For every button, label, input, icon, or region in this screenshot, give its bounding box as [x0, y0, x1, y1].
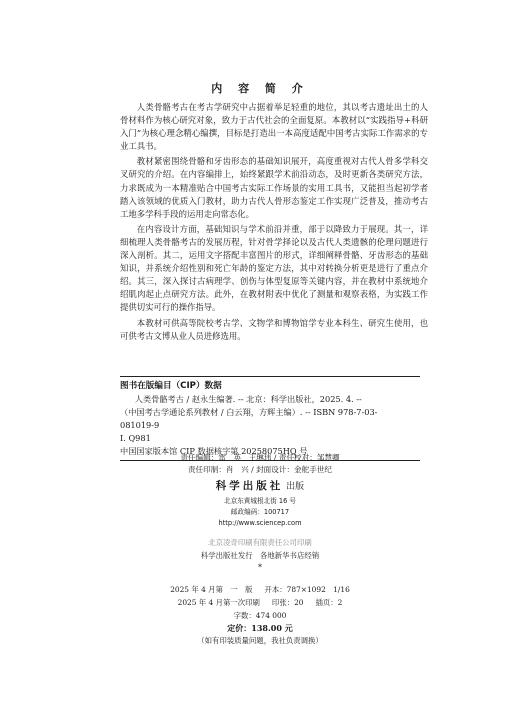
intro-title: 内 容 简 介 [211, 82, 309, 95]
cip-line-1: 人类骨骼考古 / 赵永生编著. -- 北京：科学出版社，2025. 4. -- [134, 394, 362, 404]
intro-paragraph-3: 在内容设计方面，基础知识与学术前沿并重，部于以降致力于展现。其一，详细梳理人类骨骼考古的发展历程，针对骨学择论以及古代人类遗骸的伦理问题进行深入剖析。其二，运用文字搭配丰富图片的形式，详细阐释骨骼、牙齿形态的基础知识，并系统介绍性别和死亡年龄的鉴定方法，其中对转换分析更是进行了重点介绍。其三，深入探讨古病理学、创伤与体型复原等关键内容，并在教材中系统地介绍肌肉起止点研究方法。此外，在教材附表中优化了测量和观察表格，为实践工作提供切实可行的操作指导。 [120, 223, 428, 313]
intro-paragraph-2: 教材紧密围绕骨骼和牙齿形态的基础知识展开，高度重视对古代人骨多学科交叉研究的介绍。在内容编排上，始终紧跟学术前沿动态，及时更新各类研究方法，力求既成为一本精准贴合中国考古实际工作场景的实用工具书，又能担当起初学者踏入该领域的优质入门教材，助力古代人骨形态鉴定工作实现广泛普及，推动考古工地多学科手段的运用走向常态化。 [120, 156, 428, 219]
intro-paragraph-1: 人类骨骼考古在考古学研究中占据着举足轻重的地位，其以考古遗址出土的人骨材料作为核心研究对象，致力于古代社会的全面复原。本教材以“实践指导+科研入门”为核心理念精心编撰，目标是打造出一本高度适配中国考古实际工作需求的专业工具书。 [120, 102, 428, 152]
publisher-address-block [0, 496, 520, 529]
distributor: 科学出版社发行 各地新华书店经销 [200, 550, 320, 560]
quality-note: （如有印装质量问题，我社负责调换） [197, 636, 323, 646]
credits-production: 责任印制：肖 兴 / 封面设计：金舵手世纪 [187, 465, 333, 474]
intro-paragraph-4: 本教材可供高等院校考古学、文物学和博物馆学专业本科生、研究生使用，也可供考古文博从业人员进修选用。 [120, 317, 428, 341]
cip-line-5: 中国国家版本馆 CIP 数据核字第 20258075HQ 号 [120, 446, 308, 456]
credits-block [0, 452, 520, 476]
plate-count: 插页：2 [315, 597, 343, 607]
sheet-count: 印张：20 [271, 597, 304, 607]
book-format: 开本：787×1092 1/16 [264, 585, 350, 594]
specs-block [0, 584, 520, 648]
publisher-postcode: 邮政编码：100717 [230, 508, 290, 516]
cip-line-2: （中国考古学通论系列教材 / 白云翔，方辉主编）. -- ISBN 978-7-03- [120, 407, 378, 417]
specs-print-row [0, 597, 520, 610]
publisher-line [0, 480, 520, 493]
cip-data-block [120, 376, 420, 461]
word-count: 字数：474 000 [233, 610, 287, 620]
specs-edition-row [0, 584, 520, 597]
publisher-suffix: 出版 [286, 482, 305, 492]
cip-line-4: Ⅰ. Q981 [120, 433, 151, 443]
edition-date: 2025 年 4 月第 一 版 [170, 585, 253, 594]
cip-line-3: 081019-9 [120, 420, 160, 430]
credits-editors: 责任编辑：雷 英 王琳玮 / 责任校对：邹慧卿 [180, 453, 340, 462]
print-date: 2025 年 4 月第一次印刷 [177, 597, 260, 607]
cip-heading: 图书在版编目（CIP）数据 [120, 381, 222, 391]
publisher-website: http://www.sciencep.com [218, 519, 302, 527]
intro-text [120, 101, 428, 345]
publisher-address: 北京东黄城根北街 16 号 [224, 497, 296, 505]
printer-name: 北京凌奇印刷有限责任公司印刷 [208, 538, 312, 547]
price: 定价：138.00 元 [227, 623, 293, 634]
separator-star: * [258, 563, 262, 573]
printing-block [0, 537, 520, 575]
publisher-logo: 科学出版社 [215, 480, 284, 492]
